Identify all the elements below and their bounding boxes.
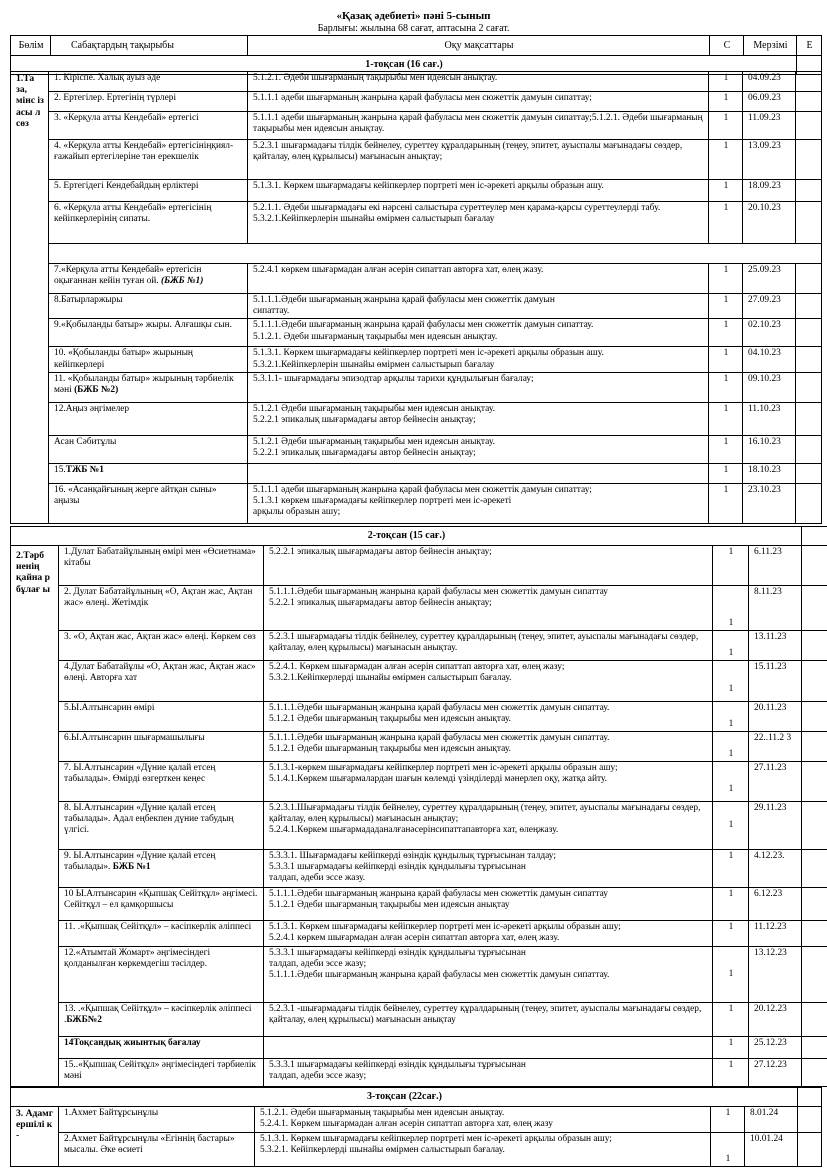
- quarter2-section: 2.Тәрб иенің қайна р бұлағ ы: [11, 546, 59, 1087]
- table-row: [11, 140, 822, 180]
- goals-cell: 5.2.3.1 шығармадағы тілдік бейнелеу, суреттеу құралдарының (теңеу, эпитет, ауыспалы мағынадағы сөздер, қайталау, өлең құрылысы) мағынасын анықтау.: [264, 631, 713, 661]
- table-row: [11, 1037, 827, 1059]
- topic-cell: 16. «Асанқайғының жерге айтқан сыны» аңызы: [49, 483, 248, 523]
- table-row: [11, 586, 827, 631]
- date-cell: 13.09.23: [743, 140, 796, 180]
- hours-cell: 1: [713, 546, 749, 586]
- topic-cell: 6.Ы.Алтынсарин шығармашылығы: [59, 732, 264, 762]
- table-row: [11, 546, 827, 586]
- topic-cell: 2. Ертегілер. Ертегінің түрлері: [49, 92, 248, 112]
- date-cell: 29.11.23: [749, 802, 802, 850]
- topic-cell: 12.«Атымтай Жомарт» әңгімесіндегі қолданылған көркемдегіш тәсілдер.: [59, 947, 264, 1003]
- quarter3-section: 3. Адамг ершілі к -: [11, 1107, 59, 1167]
- table-row: [11, 1107, 822, 1133]
- topic-cell: 7. Ы.Алтынсарин «Дүние қалай етсең табылады». Өмірді өзгерткен кеңес: [59, 762, 264, 802]
- hours-cell: 1: [713, 850, 749, 888]
- header-topic: Сабақтардың тақырыбы: [51, 36, 248, 56]
- goals-cell: 5.2.1.1. Әдеби шығармадағы екі нәрсені салыстыра суреттеулер мен қарама-қарсы суреттеулерді табу. 5.3.2.1.Кейіпкерлерін шынайы өмірмен салыстырып бағалау: [248, 202, 709, 244]
- hours-cell: 1: [709, 140, 743, 180]
- hours-cell: 1: [709, 463, 743, 483]
- goals-cell: [248, 463, 709, 483]
- hours-cell: 1: [709, 402, 743, 435]
- table-row: [11, 483, 822, 523]
- table-row: [11, 463, 822, 483]
- table-row: [11, 661, 827, 702]
- topic-cell: 8.Батырларжыры: [49, 294, 248, 319]
- table-row: [11, 372, 822, 402]
- topic-cell: 10. «Қобыланды батыр» жырының кейіпкерлері: [49, 347, 248, 372]
- hours-cell: 1: [713, 732, 749, 762]
- goals-cell: 5.1.1.1 әдеби шығарманың жанрына қарай фабуласы мен сюжеттік дамуын сипаттау;5.1.2.1. Әдеби шығарманың тақырыбы мен идеясын анықтау.: [248, 112, 709, 140]
- date-cell: 11.12.23: [749, 921, 802, 947]
- goals-cell: 5.1.1.1.Әдеби шығарманың жанрына қарай фабуласы мен сюжеттік дамуын сипаттау. 5.1.2.1 Әдеби шығарманың тақырыбы мен идеясын анықтау.: [264, 702, 713, 732]
- date-cell: 11.10.23: [743, 402, 796, 435]
- header-goals: Оқу мақсаттары: [248, 36, 710, 56]
- goals-cell: 5.1.1.1.Әдеби шығарманың жанрына қарай фабуласы мен сюжеттік дамуын сипаттау. 5.1.2.1. Әдеби шығарманың тақырыбы мен идеясын анықтау.: [248, 319, 709, 347]
- table-row: [11, 888, 827, 921]
- date-cell: 04.10.23: [743, 347, 796, 372]
- topic-cell: 1.Ахмет Байтұрсынұлы: [59, 1107, 255, 1133]
- goals-cell: 5.1.2.1 Әдеби шығарманың тақырыбы мен идеясын анықтау. 5.2.2.1 эпикалық шығармадағы автор бейнесін анықтау;: [248, 435, 709, 463]
- plan-table-q1: [10, 35, 822, 75]
- quarter1-section: 1.Та за, мінс із асы л сөз: [11, 72, 49, 524]
- date-cell: 23.10.23: [743, 483, 796, 523]
- table-row: [11, 92, 822, 112]
- topic-cell: 15.ТЖБ №1: [49, 463, 248, 483]
- topic-cell: 9.«Қобыланды батыр» жыры. Алғашқы сын.: [49, 319, 248, 347]
- goals-cell: 5.2.3.1 -шығармадағы тілдік бейнелеу, суреттеу құралдарының (теңеу, эпитет, ауыспалы мағынадағы сөздер, қайталау, өлең құрылысы) мағынасын анықтау: [264, 1003, 713, 1037]
- table-row: [11, 72, 822, 92]
- date-cell: 20.10.23: [743, 202, 796, 244]
- date-cell: 02.10.23: [743, 319, 796, 347]
- table-row: [11, 202, 822, 244]
- goals-cell: 5.1.1.1.Әдеби шығарманың жанрына қарай фабуласы мен сюжеттік дамуын сипаттау. 5.1.2.1 Әдеби шығарманың тақырыбы мен идеясын анықтау.: [264, 732, 713, 762]
- topic-cell: 11. .«Қыпшақ Сейітқұл» – кәсіпкерлік әліппесі: [59, 921, 264, 947]
- hours-cell: 1: [709, 202, 743, 244]
- hours-cell: 1: [709, 294, 743, 319]
- date-cell: 09.10.23: [743, 372, 796, 402]
- hours-cell: 1: [709, 435, 743, 463]
- date-cell: 27.09.23: [743, 294, 796, 319]
- goals-cell: 5.3.1.1- шығармадағы эпизодтар арқылы тарихи құндылығын бағалау;: [248, 372, 709, 402]
- topic-cell: 13. .«Қыпшақ Сейітқұл» – кәсіпкерлік әліппесі .БЖБ№2: [59, 1003, 264, 1037]
- goals-cell: 5.1.1.1 әдеби шығарманың жанрына қарай фабуласы мен сюжеттік дамуын сипаттау;: [248, 92, 709, 112]
- table-row: [11, 402, 822, 435]
- hours-cell: 1: [713, 762, 749, 802]
- date-cell: 25.09.23: [743, 264, 796, 294]
- date-cell: 6.11.23: [749, 546, 802, 586]
- table-row: [11, 631, 827, 661]
- goals-cell: 5.1.3.1. Көркем шығармадағы кейіпкерлер портреті мен іс-әрекеті арқылы образын ашу; 5.2.4.1 көркем шығармадан алған әсерін сипаттап авторға хат, өлең жазу.: [264, 921, 713, 947]
- table-row: [11, 180, 822, 202]
- hours-cell: 1: [713, 661, 749, 702]
- topic-cell: 12.Аңыз әңгімелер: [49, 402, 248, 435]
- hours-cell: 1: [713, 702, 749, 732]
- quarter3-label-row: [11, 1088, 822, 1107]
- goals-cell: 5.3.3.1 шығармадағы кейіпкерді өзіндік құндылығы тұрғысынан талдап, әдеби эссе жазу; 5.1.1.1.Әдеби шығарманың жанрына қарай фабуласы мен сюжеттік дамуын сипаттау.: [264, 947, 713, 1003]
- table-row: [11, 921, 827, 947]
- table-row: [11, 850, 827, 888]
- header-hours: С: [710, 36, 744, 56]
- goals-cell: 5.1.1.1.Әдеби шығарманың жанрына қарай фабуласы мен сюжеттік дамуын сипаттау.: [248, 294, 709, 319]
- table-row: [11, 762, 827, 802]
- date-cell: 27.12.23: [749, 1059, 802, 1087]
- quarter3-label: 3-тоқсан (22сағ.): [11, 1088, 798, 1107]
- blank-row: [11, 244, 822, 264]
- hours-cell: 1: [709, 72, 743, 92]
- table-row: [11, 732, 827, 762]
- hours-cell: 1: [713, 631, 749, 661]
- hours-cell: 1: [711, 1133, 745, 1167]
- date-cell: 20.11.23: [749, 702, 802, 732]
- goals-cell: 5.1.2.1. Әдеби шығарманың тақырыбы мен идеясын анықтау. 5.2.4.1. Көркем шығармадан алған әсерін сипаттап авторға хат, өлең жазу: [255, 1107, 711, 1133]
- table-row: [11, 702, 827, 732]
- date-cell: 22..11.2 3: [749, 732, 802, 762]
- date-cell: 18.09.23: [743, 180, 796, 202]
- header-date: Мерзімі: [744, 36, 797, 56]
- topic-cell: 7.«Керқула атты Кендебай» ертегісін оқығаннан кейін туған ой. (БЖБ №1): [49, 264, 248, 294]
- hours-cell: 1: [713, 1003, 749, 1037]
- plan-table-q2: [10, 526, 827, 1087]
- hours-cell: 1: [713, 586, 749, 631]
- goals-cell: 5.3.3.1 шығармадағы кейіпкерді өзіндік құндылығы тұрғысынан талдап, әдеби эссе жазу;: [264, 1059, 713, 1087]
- goals-cell: [264, 1037, 713, 1059]
- date-cell: 06.09.23: [743, 92, 796, 112]
- date-cell: 13.12.23: [749, 947, 802, 1003]
- hours-cell: 1: [709, 264, 743, 294]
- hours-cell: 1: [713, 921, 749, 947]
- topic-cell: 4.Дулат Бабатайұлы «О, Ақтан жас, Ақтан жас» өлеңі. Авторға хат: [59, 661, 264, 702]
- hours-cell: 1: [713, 947, 749, 1003]
- hours-cell: 1: [709, 319, 743, 347]
- topic-cell: Асан Сәбитұлы: [49, 435, 248, 463]
- table-row: [11, 1003, 827, 1037]
- topic-cell: 8. Ы.Алтынсарин «Дүние қалай етсең табылады». Адал еңбекпен дүние табудың үлгісі.: [59, 802, 264, 850]
- goals-cell: 5.3.3.1. Шығармадағы кейіпкерді өзіндік құндылық тұрғысынан талдау; 5.3.3.1 шығармадағы кейіпкерді өзіндік құндылығы тұрғысынан талдап, әдеби эссе жазу.: [264, 850, 713, 888]
- hours-cell: 1: [709, 112, 743, 140]
- topic-cell: 10 Ы.Алтынсарин «Қыпшақ Сейітқұл» әңгімесі. Сейітқұл – ел қамқоршысы: [59, 888, 264, 921]
- document-subtitle: Барлығы: жылына 68 сағат, аптасына 2 сағат.: [317, 23, 510, 34]
- goals-cell: 5.2.3.1.Шығармадағы тілдік бейнелеу, суреттеу құралдарының (теңеу, эпитет, ауыспалы мағынадағы сөздер, қайталау, өлең құрылысы) мағынасын анықтау; 5.2.4.1.Көркем шығармададаналғанәсерінсипаттапавторға хат, өлеңжазу.: [264, 802, 713, 850]
- date-cell: 4.12.23.: [749, 850, 802, 888]
- goals-cell: 5.1.1.1 әдеби шығарманың жанрына қарай фабуласы мен сюжеттік дамуын сипаттау; 5.1.3.1 көркем шығармадағы кейіпкерлер портреті мен іс-әрекеті арқылы образын ашу;: [248, 483, 709, 523]
- date-cell: 25.12.23: [749, 1037, 802, 1059]
- date-cell: 18.10.23: [743, 463, 796, 483]
- table-row: [11, 802, 827, 850]
- topic-cell: 5. Ертегідегі Кендебайдың ерліктері: [49, 180, 248, 202]
- date-cell: 16.10.23: [743, 435, 796, 463]
- topic-cell: 4. «Керқула атты Кендебай» ертегісініңқиял-ғажайып ертегілеріне тән ерекшелік: [49, 140, 248, 180]
- hours-cell: 1: [713, 802, 749, 850]
- table-header-row: [11, 36, 822, 56]
- hours-cell: 1: [709, 180, 743, 202]
- goals-cell: 5.1.3.1. Көркем шығармадағы кейіпкерлер портреті мен іс-әрекеті арқылы образын ашу. 5.3.2.1.Кейіпкерлерін шынайы өмірмен салыстырып бағалау: [248, 347, 709, 372]
- goals-cell: 5.2.4.1 көркем шығармадан алған әсерін сипаттап авторға хат, өлең жазу.: [248, 264, 709, 294]
- quarter2-label: 2-тоқсан (15 сағ.): [11, 527, 802, 546]
- topic-cell: 1. Кіріспе. Халық ауыз әде: [49, 72, 248, 92]
- date-cell: 15.11.23: [749, 661, 802, 702]
- hours-cell: 1: [713, 1037, 749, 1059]
- goals-cell: 5.2.4.1. Көркем шығармадан алған әсерін сипаттап авторға хат, өлең жазу; 5.3.2.1.Кейіпкерлерді шынайы өмірмен салыстырып бағалау.: [264, 661, 713, 702]
- topic-cell: 9. Ы.Алтынсарин «Дүние қалай етсең табылады». БЖБ №1: [59, 850, 264, 888]
- date-cell: 10.01.24: [745, 1133, 798, 1167]
- table-row: [11, 319, 822, 347]
- topic-cell: 15..«Қыпшақ Сейітқұл» әңгімесіндегі тәрбиелік мәні: [59, 1059, 264, 1087]
- goals-cell: 5.1.2.1 Әдеби шығарманың тақырыбы мен идеясын анықтау. 5.2.2.1 эпикалық шығармадағы автор бейнесін анықтау;: [248, 402, 709, 435]
- plan-table-q3: [10, 1087, 822, 1167]
- date-cell: 6.12.23: [749, 888, 802, 921]
- topic-cell: 3. «О, Ақтан жас, Ақтан жас» өлеңі. Көркем сөз: [59, 631, 264, 661]
- goals-cell: 5.1.1.1.Әдеби шығарманың жанрына қарай фабуласы мен сюжеттік дамуын сипаттау 5.2.2.1 эпикалық шығармадағы автор бейнесін анықтау;: [264, 586, 713, 631]
- goals-cell: 5.1.2.1. Әдеби шығарманың тақырыбы мен идеясын анықтау.: [248, 72, 709, 92]
- table-row: [11, 264, 822, 294]
- table-row: [11, 1133, 822, 1167]
- date-cell: 8.11.23: [749, 586, 802, 631]
- hours-cell: 1: [709, 483, 743, 523]
- document-title: «Қазақ әдебиеті» пәні 5-сынып: [336, 10, 491, 22]
- topic-cell: 3. «Керқула атты Кендебай» ертегісі: [49, 112, 248, 140]
- date-cell: 04.09.23: [743, 72, 796, 92]
- goals-cell: 5.1.3.1-көркем шығармадағы кейіпкерлер портреті мен іс-әрекеті арқылы образын ашу; 5.1.4.1.Көркем шығармалардан шағын көлемді үзінділерді мәнерлеп оқу, жатқа айту.: [264, 762, 713, 802]
- goals-cell: 5.2.3.1 шығармадағы тілдік бейнелеу, суреттеу құралдарының (теңеу, эпитет, ауыспалы мағынадағы сөздер, қайталау, өлең құрылысы) мағынасын анықтау;: [248, 140, 709, 180]
- date-cell: 13.11.23: [749, 631, 802, 661]
- topic-cell: 6. «Керқула атты Кендебай» ертегісінің кейіпкерлерінің сипаты.: [49, 202, 248, 244]
- hours-cell: 1: [711, 1107, 745, 1133]
- hours-cell: 1: [713, 1059, 749, 1087]
- date-cell: 27.11.23: [749, 762, 802, 802]
- topic-cell: 2. Дулат Бабатайұлының «О, Ақтан жас, Ақтан жас» өлеңі. Жетімдік: [59, 586, 264, 631]
- table-row: [11, 112, 822, 140]
- date-cell: 11.09.23: [743, 112, 796, 140]
- topic-cell: 11. «Қобыланды батыр» жырының тәрбиелік мәні (БЖБ №2): [49, 372, 248, 402]
- table-row: [11, 947, 827, 1003]
- goals-cell: 5.1.1.1.Әдеби шығарманың жанрына қарай фабуласы мен сюжеттік дамуын сипаттау 5.1.2.1 Әдеби шығарманың тақырыбы мен идеясын анықтау: [264, 888, 713, 921]
- topic-cell: 2.Ахмет Байтұрсынұлы «Егіннің бастары» мысалы. Әке өсиеті: [59, 1133, 255, 1167]
- date-cell: 8.01.24: [745, 1107, 798, 1133]
- quarter2-label-row: [11, 527, 827, 546]
- hours-cell: 1: [709, 372, 743, 402]
- table-row: [11, 294, 822, 319]
- header-section: Бөлім: [11, 36, 51, 56]
- quarter1-label: 1-тоқсан (16 сағ.): [11, 56, 797, 75]
- table-row: [11, 1059, 827, 1087]
- topic-cell: 1.Дулат Бабатайұлының өмірі мен «Өсиетнама» кітабы: [59, 546, 264, 586]
- goals-cell: 5.1.3.1. Көркем шығармадағы кейіпкерлер портреті мен іс-әрекеті арқылы образын ашу; 5.3.2.1. Кейіпкерлерді шынайы өмірмен салыстырып бағалау.: [255, 1133, 711, 1167]
- goals-cell: 5.1.3.1. Көркем шығармадағы кейіпкерлер портреті мен іс-әрекеті арқылы образын ашу.: [248, 180, 709, 202]
- plan-table-q1-body: [10, 71, 822, 524]
- date-cell: 20.12.23: [749, 1003, 802, 1037]
- goals-cell: 5.2.2.1 эпикалық шығармадағы автор бейнесін анықтау;: [264, 546, 713, 586]
- topic-cell: 5.Ы.Алтынсарин өмірі: [59, 702, 264, 732]
- table-row: [11, 435, 822, 463]
- hours-cell: 1: [709, 347, 743, 372]
- table-row: [11, 347, 822, 372]
- hours-cell: 1: [709, 92, 743, 112]
- hours-cell: 1: [713, 888, 749, 921]
- topic-cell: 14Тоқсандық жиынтық бағалау: [59, 1037, 264, 1059]
- header-extra: Е: [797, 36, 822, 56]
